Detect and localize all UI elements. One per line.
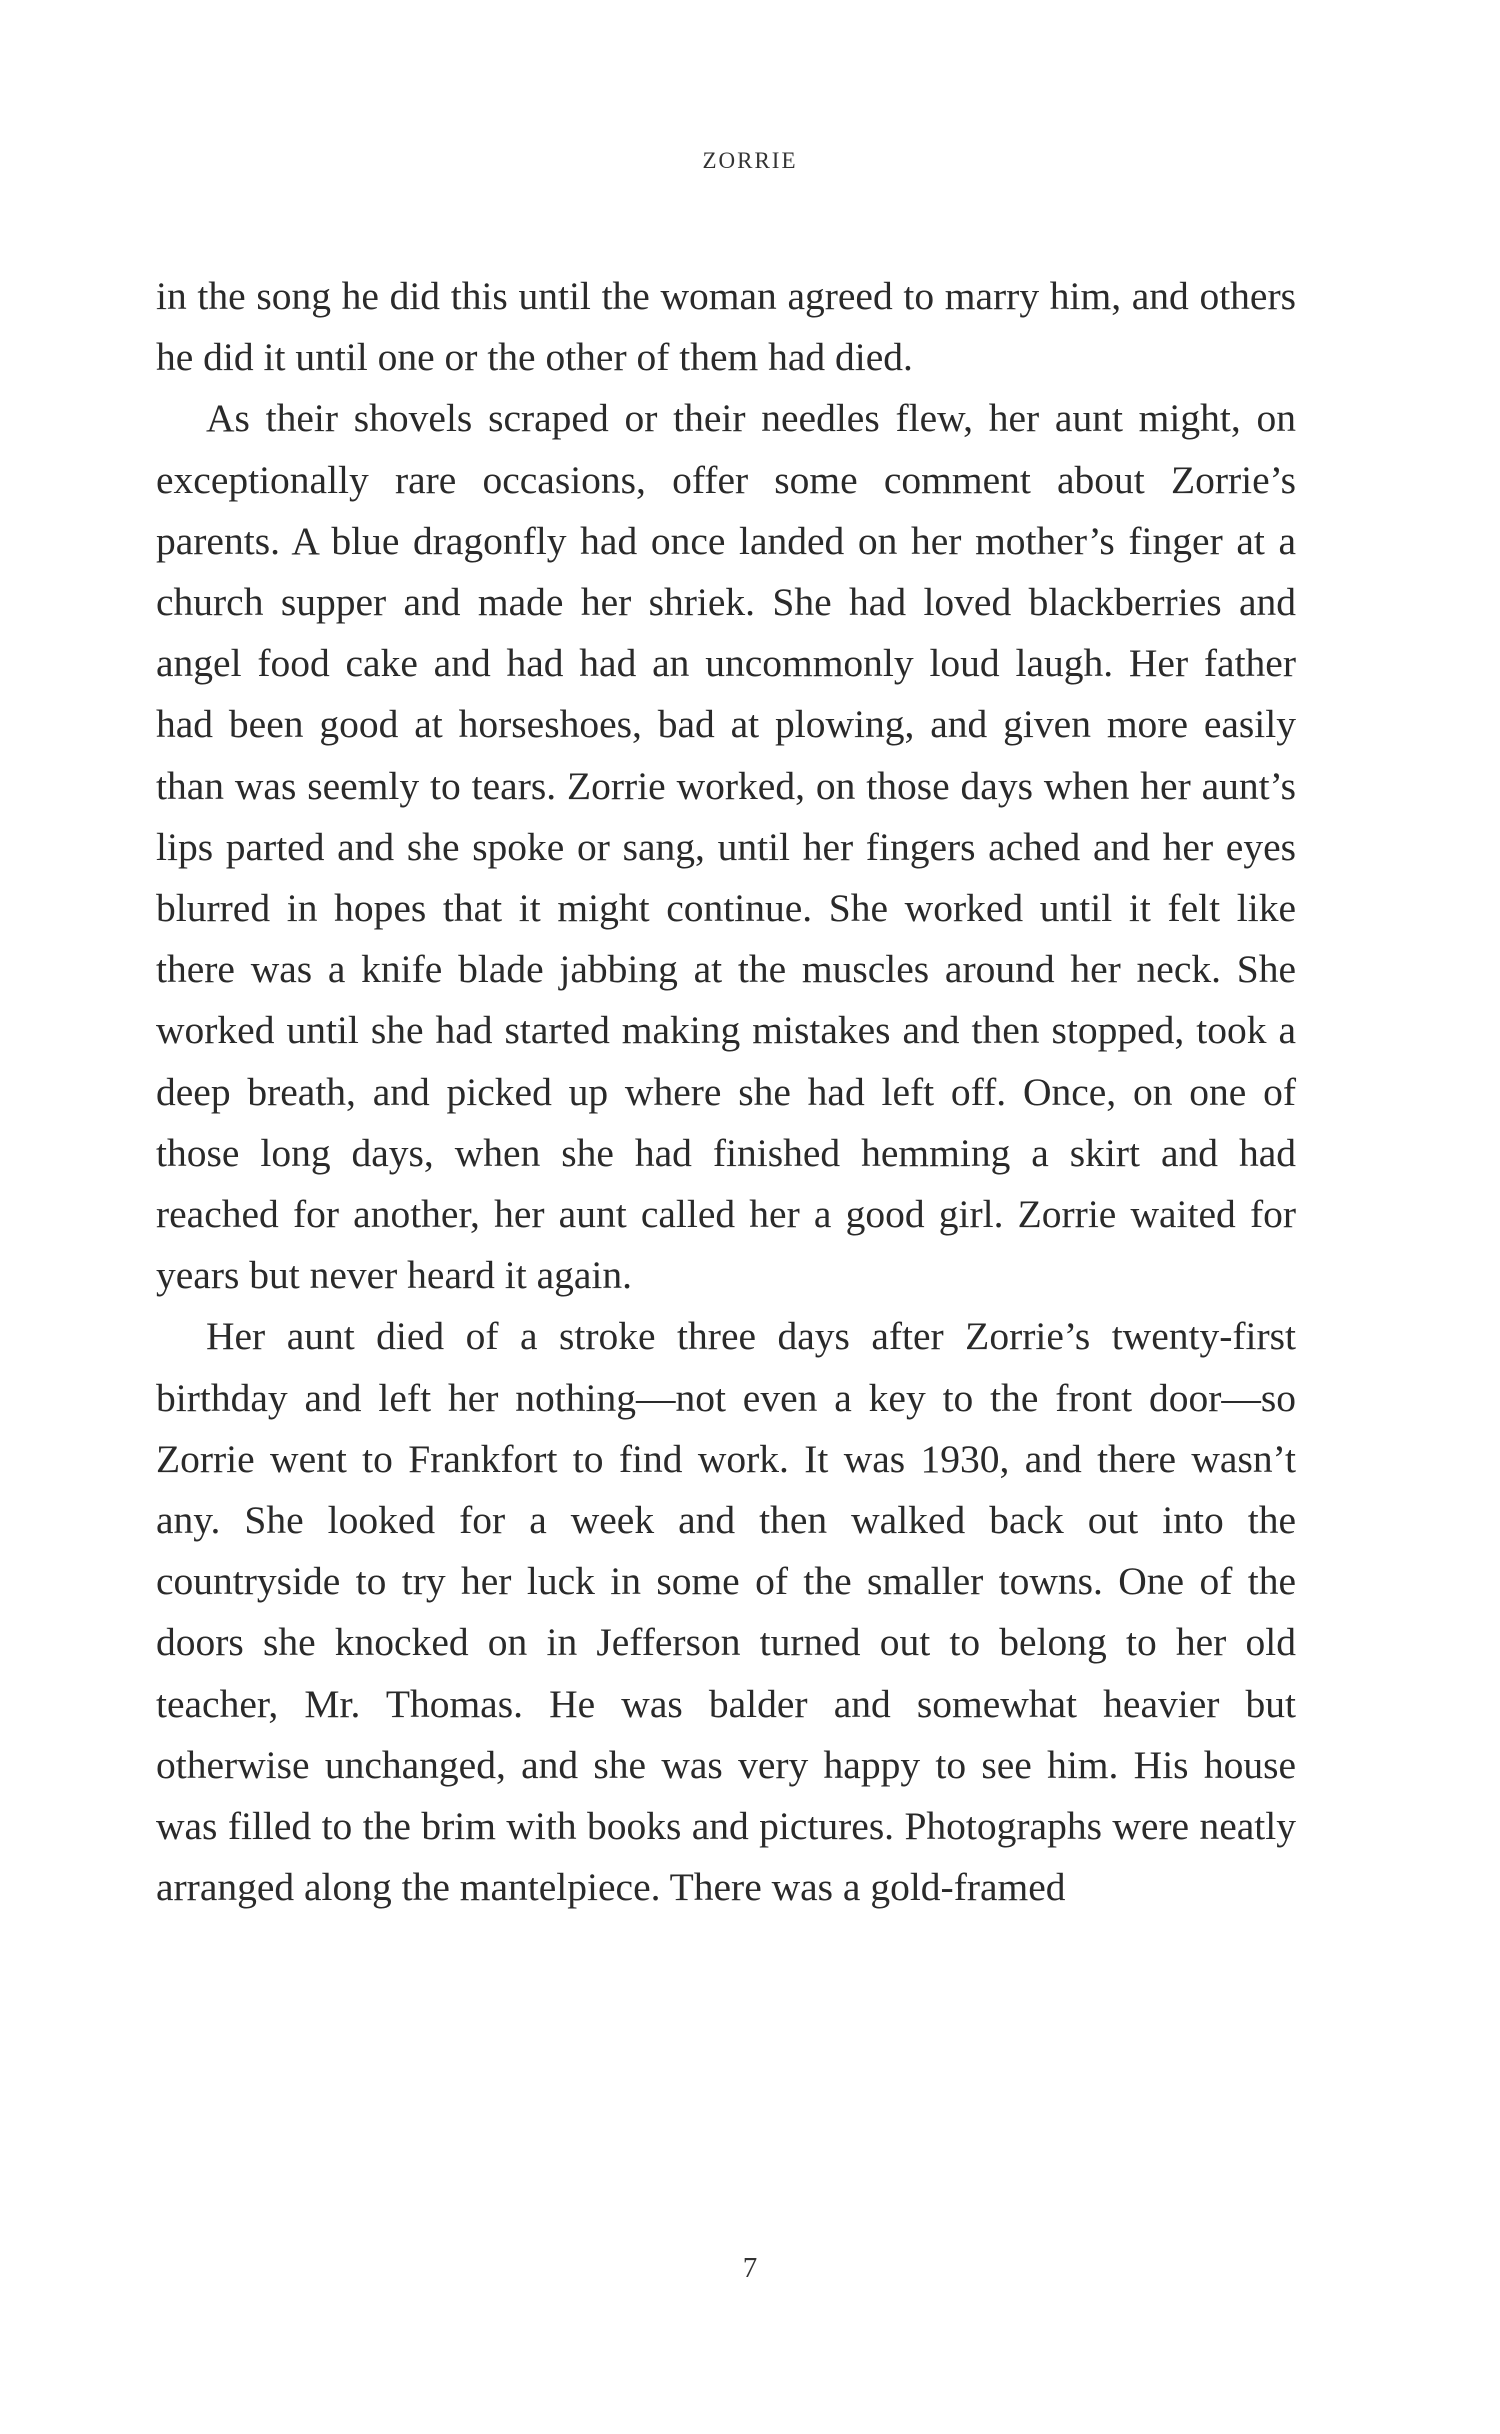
page-number: 7 bbox=[742, 2252, 758, 2284]
paragraph: As their shovels scraped or their needles flew, her aunt might, on exceptionally rare occasions, offer some comment about Zorrie’s parents. A blue dragonfly had once landed on her mother’s finger at a church supper and made her shriek. She had loved blackberries and angel food cake and had had an uncommonly loud laugh. Her father had been good at horseshoes, bad at plowing, and given more easily than was seemly to tears. Zorrie worked, on those days when her aunt’s lips parted and she spoke or sang, until her fingers ached and her eyes blurred in hopes that it might continue. She worked until it felt like there was a knife blade jabbing at the muscles around her neck. She worked until she had started making mistakes and then stopped, took a deep breath, and picked up where she had left off. Once, on one of those long days, when she had finished hemming a skirt and had reached for another, her aunt called her a good girl. Zorrie waited for years but never heard it again. bbox=[156, 396, 1296, 1298]
paragraph-continuation: in the song he did this until the woman agreed to marry him, and others he did it until one or the other of them had died. bbox=[156, 274, 1296, 380]
body-text bbox=[156, 266, 1296, 1918]
running-head: ZORRIE bbox=[702, 148, 798, 173]
paragraph: Her aunt died of a stroke three days after Zorrie’s twenty-first birthday and left her nothing—not even a key to the front door—so Zorrie went to Frankfort to find work. It was 1930, and there wasn’t any. She looked for a week and then walked back out into the countryside to try her luck in some of the smaller towns. One of the doors she knocked on in Jefferson turned out to belong to her old teacher, Mr. Thomas. He was balder and somewhat heavier but otherwise unchanged, and she was very happy to see him. His house was filled to the brim with books and pictures. Photographs were neatly arranged along the mantelpiece. There was a gold-framed bbox=[156, 1314, 1296, 1910]
